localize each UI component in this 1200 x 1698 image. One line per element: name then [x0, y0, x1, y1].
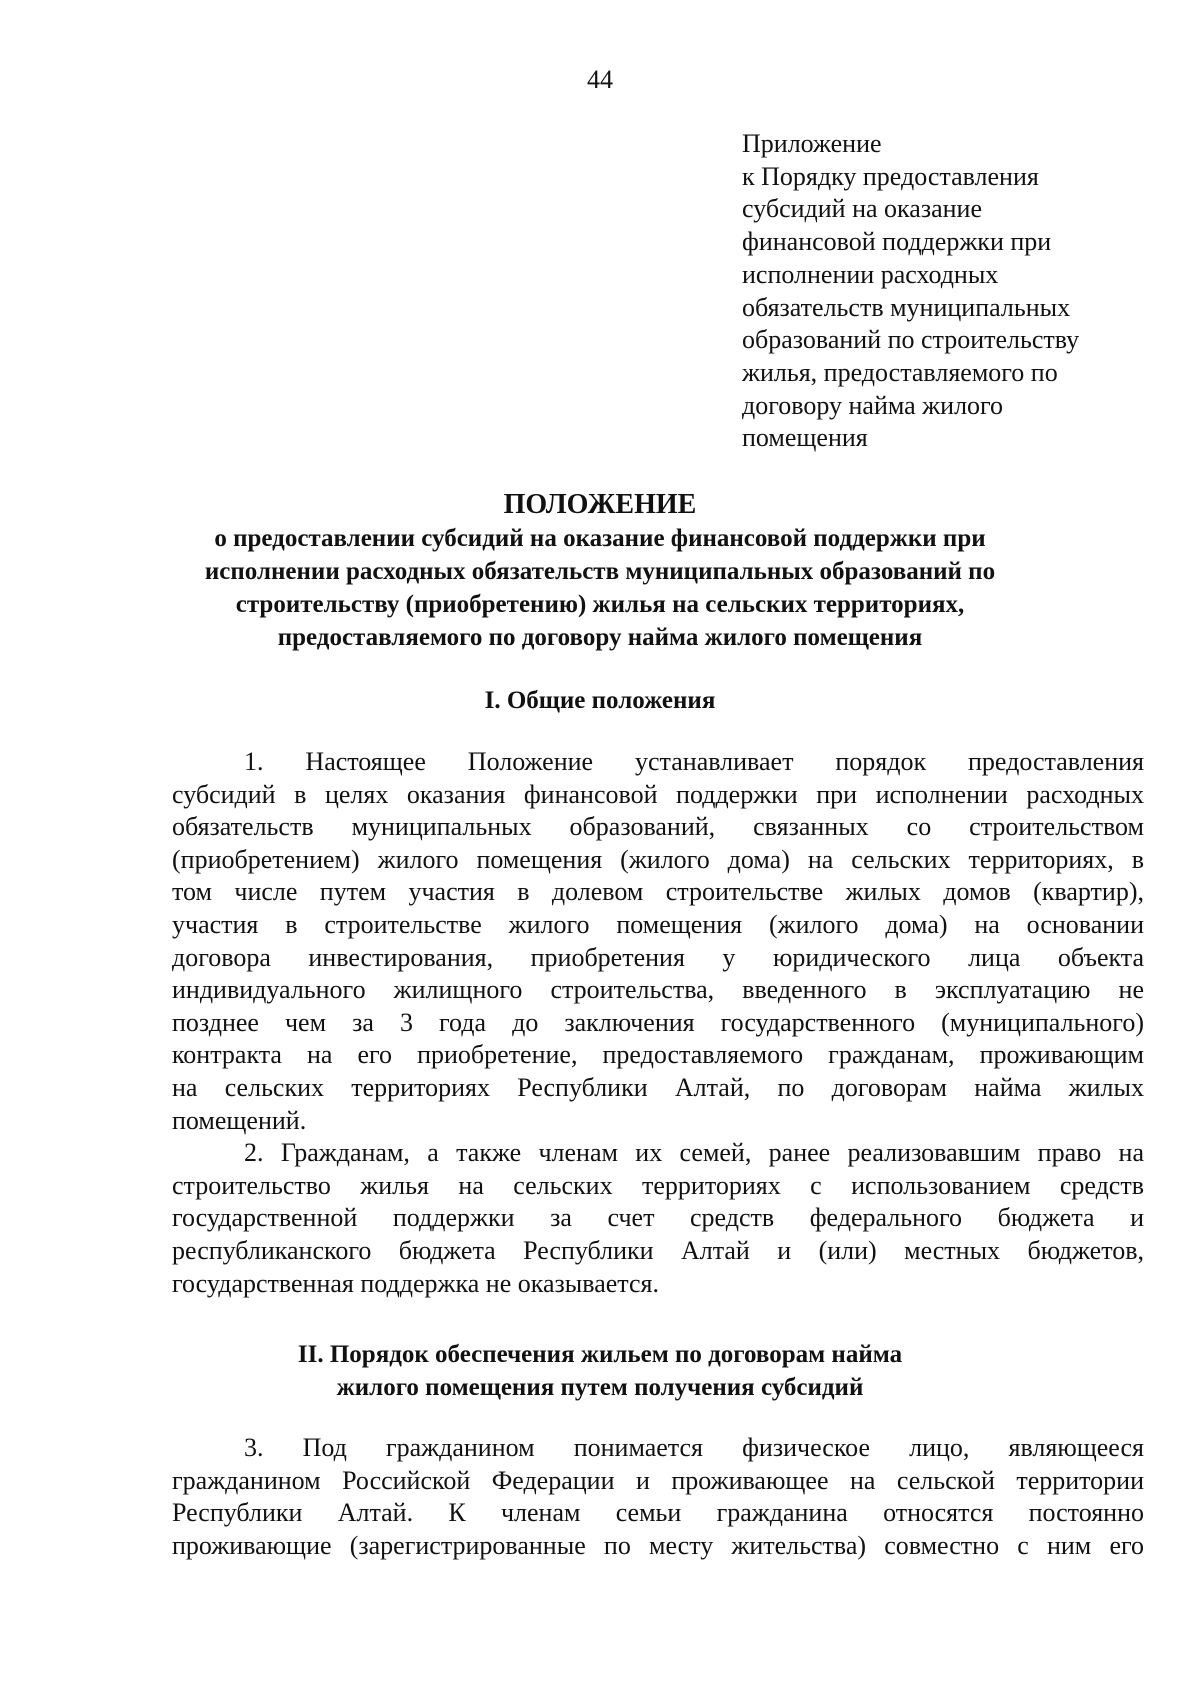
- paragraph-line: субсидий в целях оказания финансовой поддержки при исполнении расходных: [172, 779, 1144, 809]
- subtitle-line: строительству (приобретению) жилья на сельских территориях,: [235, 591, 965, 618]
- paragraph-line: договора инвестирования, приобретения у юридического лица объекта: [172, 942, 1144, 972]
- section-2-body: [172, 1432, 1144, 1562]
- paragraph-line: 3. Под гражданином понимается физическое лицо, являющееся: [244, 1433, 1144, 1462]
- paragraph-line: государственная поддержка не оказывается.: [172, 1268, 659, 1298]
- appendix-line: образований по строительству: [742, 325, 1080, 355]
- paragraph-line: 1. Настоящее Положение устанавливает порядок предоставления: [244, 747, 1144, 776]
- document-title: ПОЛОЖЕНИЕ: [503, 489, 697, 520]
- paragraph-line: гражданином Российской Федерации и проживающее на сельской территории: [172, 1465, 1144, 1495]
- paragraph-2: [172, 1137, 1144, 1300]
- appendix-line: финансовой поддержки при: [742, 227, 1052, 257]
- section-2-heading-line: жилого помещения путем получения субсидий: [336, 1374, 864, 1401]
- paragraph-line: помещений.: [172, 1105, 307, 1135]
- paragraph-line: республиканского бюджета Республики Алтай и (или) местных бюджетов,: [172, 1235, 1144, 1265]
- appendix-line: договору найма жилого: [742, 390, 1004, 420]
- page-number: 44: [587, 65, 613, 94]
- paragraph-line: на сельских территориях Республики Алтай, по договорам найма жилых: [172, 1072, 1144, 1102]
- appendix-line: помещения: [742, 423, 868, 453]
- paragraph-line: позднее чем за 3 года до заключения государственного (муниципального): [172, 1007, 1144, 1037]
- paragraph-line: том числе путем участия в долевом строительстве жилых домов (квартир),: [172, 877, 1144, 907]
- paragraph-3: [172, 1432, 1144, 1562]
- appendix-reference: [742, 128, 1162, 455]
- appendix-line: к Порядку предоставления: [742, 161, 1039, 191]
- appendix-line: Приложение: [742, 129, 882, 158]
- section-2-heading: [0, 1338, 1200, 1404]
- section-2-heading-line: II. Порядок обеспечения жильем по договорам найма: [297, 1341, 903, 1368]
- paragraph-line: проживающие (зарегистрированные по месту жительства) совместно с ним его: [172, 1530, 1144, 1560]
- appendix-line: жилья, предоставляемого по: [742, 357, 1058, 387]
- section-1-body: [172, 746, 1144, 1300]
- subtitle-line: предоставляемого по договору найма жилого помещения: [277, 624, 923, 651]
- paragraph-line: (приобретением) жилого помещения (жилого дома) на сельских территориях, в: [172, 844, 1144, 874]
- appendix-line: исполнении расходных: [742, 259, 999, 289]
- section-1-heading: I. Общие положения: [484, 687, 716, 714]
- appendix-line: обязательств муниципальных: [742, 292, 1071, 322]
- paragraph-line: строительство жилья на сельских территориях с использованием средств: [172, 1170, 1144, 1200]
- paragraph-line: Республики Алтай. К членам семьи гражданина относятся постоянно: [172, 1498, 1144, 1528]
- paragraph-line: 2. Гражданам, а также членам их семей, ранее реализовавшим право на: [244, 1138, 1144, 1168]
- paragraph-line: контракта на его приобретение, предоставляемого гражданам, проживающим: [172, 1040, 1144, 1070]
- document-subtitle: [0, 522, 1200, 654]
- subtitle-line: о предоставлении субсидий на оказание финансовой поддержки при: [214, 525, 986, 552]
- subtitle-line: исполнении расходных обязательств муниципальных образований по: [204, 558, 996, 585]
- paragraph-line: обязательств муниципальных образований, связанных со строительством: [172, 812, 1144, 842]
- paragraph-1: [172, 746, 1144, 1137]
- appendix-line: субсидий на оказание: [742, 194, 983, 224]
- paragraph-line: индивидуального жилищного строительства, введенного в эксплуатацию не: [172, 975, 1144, 1005]
- paragraph-line: участия в строительстве жилого помещения (жилого дома) на основании: [172, 909, 1144, 939]
- paragraph-line: государственной поддержки за счет средств федерального бюджета и: [172, 1203, 1144, 1233]
